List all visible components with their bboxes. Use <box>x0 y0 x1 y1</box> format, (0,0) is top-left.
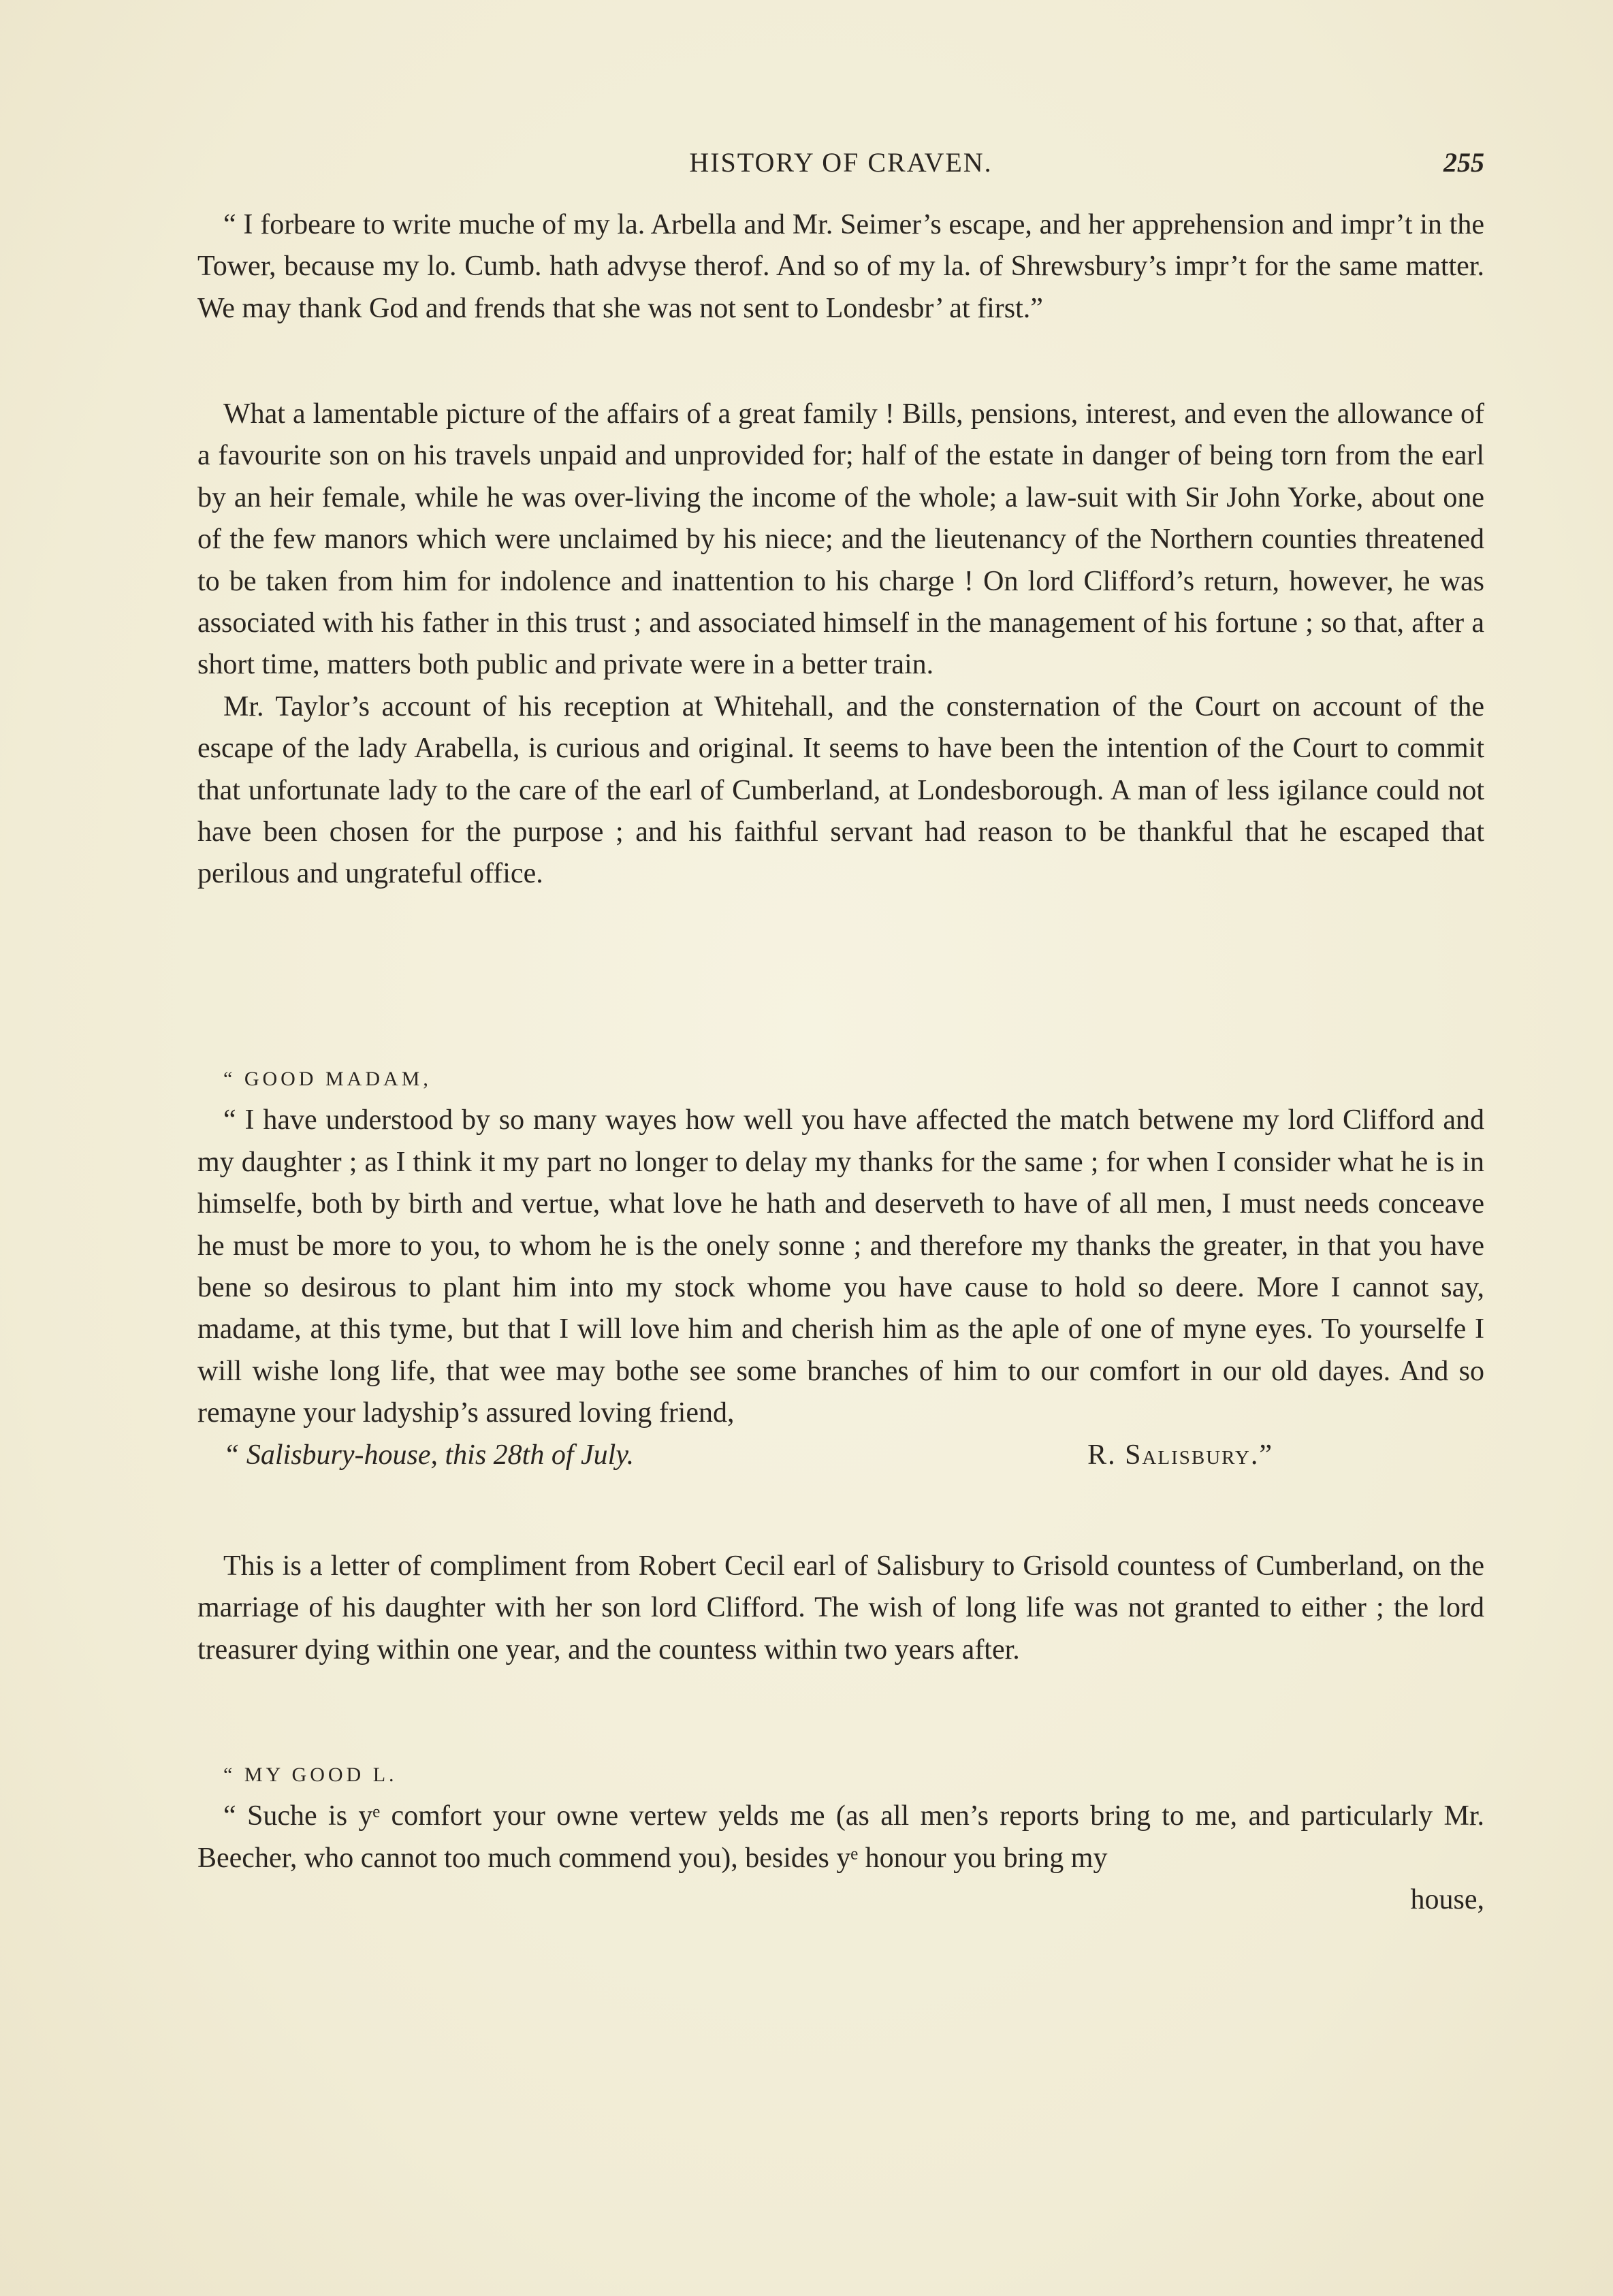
commentary-section <box>197 394 1484 895</box>
commentary-letter <box>197 1546 1484 1671</box>
paragraph: This is a letter of compliment from Robert Cecil earl of Salisbury to Grisold countess of Cumberland, on the marriage of his daughter with her son lord Clifford. The wish of long life was not granted to either ; the lord treasurer dying within one year, and the countess within two years after. <box>197 1550 1484 1665</box>
running-title: HISTORY OF CRAVEN. <box>689 147 993 178</box>
letter-signature: R. Salisbury.” <box>1087 1439 1273 1471</box>
catchword: house, <box>1410 1884 1484 1916</box>
letter-salutation: “ GOOD MADAM, <box>223 1068 432 1090</box>
letter-my-good-lord <box>197 1754 1484 1922</box>
paragraph: What a lamentable picture of the affairs of a great family ! Bills, pensions, interest, and even the allowance of a favourite son on his travels unpaid and unprovided for; half of the estate in danger of being torn from the earl by an heir female, while he was over-living the income of the whole; a law-suit with Sir John Yorke, about one of the few manors which were unclaimed by his niece; and the lieutenancy of the Northern counties threatened to be taken from him for indolence and inattention to his charge ! On lord Clifford’s return, however, he was associated with his father in this trust ; and associated himself in the management of his fortune ; so that, after a short time, matters both public and private were in a better train. <box>197 398 1484 681</box>
paragraph: Mr. Taylor’s account of his reception at Whitehall, and the consternation of the Court on account of the escape of the lady Arabella, is curious and original. It seems to have been the intention of the Court to commit that unfortunate lady to the care of the earl of Cumberland, at Londesborough. A man of less igilance could not have been chosen for the purpose ; and his faithful servant had reason to be thankful that he escaped that perilous and ungrateful office. <box>197 690 1484 890</box>
page-number: 255 <box>1443 147 1484 178</box>
letter-body: “ I have understood by so many wayes how well you have affected the match betwene my lord Clifford and my daughter ; as I think it my part no longer to delay my thanks for the same ; for when I consider what he is in himselfe, both by birth and vertue, what love he hath and deserveth to have of all men, I must needs conceave he must be more to you, to whom he is the onely sonne ; and therefore my thanks the greater, in that you have bene so desirous to plant him into my stock whome you have cause to hold so deere. More I cannot say, madame, at this tyme, but that I will love him and cherish him as the aple of one of myne eyes. To yourselfe I will wishe long life, that wee may bothe see some branches of him to our comfort in our old dayes. And so remayne your ladyship’s assured loving friend, <box>197 1104 1484 1429</box>
quoted-letter-excerpt <box>197 204 1484 330</box>
letter-body: “ Suche is yᵉ comfort your owne vertew yelds me (as all men’s reports bring to me, and particularly Mr. Beecher, who cannot too much commend you), besides yᵉ honour you bring my <box>197 1800 1484 1874</box>
letter-dateline: “ Salisbury-house, this 28th of July. <box>223 1439 635 1471</box>
letter-good-madam <box>197 1058 1484 1476</box>
letter-signature-line <box>197 1435 1484 1476</box>
letter-salutation: “ MY GOOD L. <box>223 1764 398 1786</box>
page-header <box>197 146 1484 187</box>
paragraph: “ I forbeare to write muche of my la. Arbella and Mr. Seimer’s escape, and her apprehension and impr’t in the Tower, because my lo. Cumb. hath advyse therof. And so of my la. of Shrewsbury’s impr’t for the same matter. We may thank God and frends that she was not sent to Londesbr’ at first.” <box>197 209 1484 324</box>
